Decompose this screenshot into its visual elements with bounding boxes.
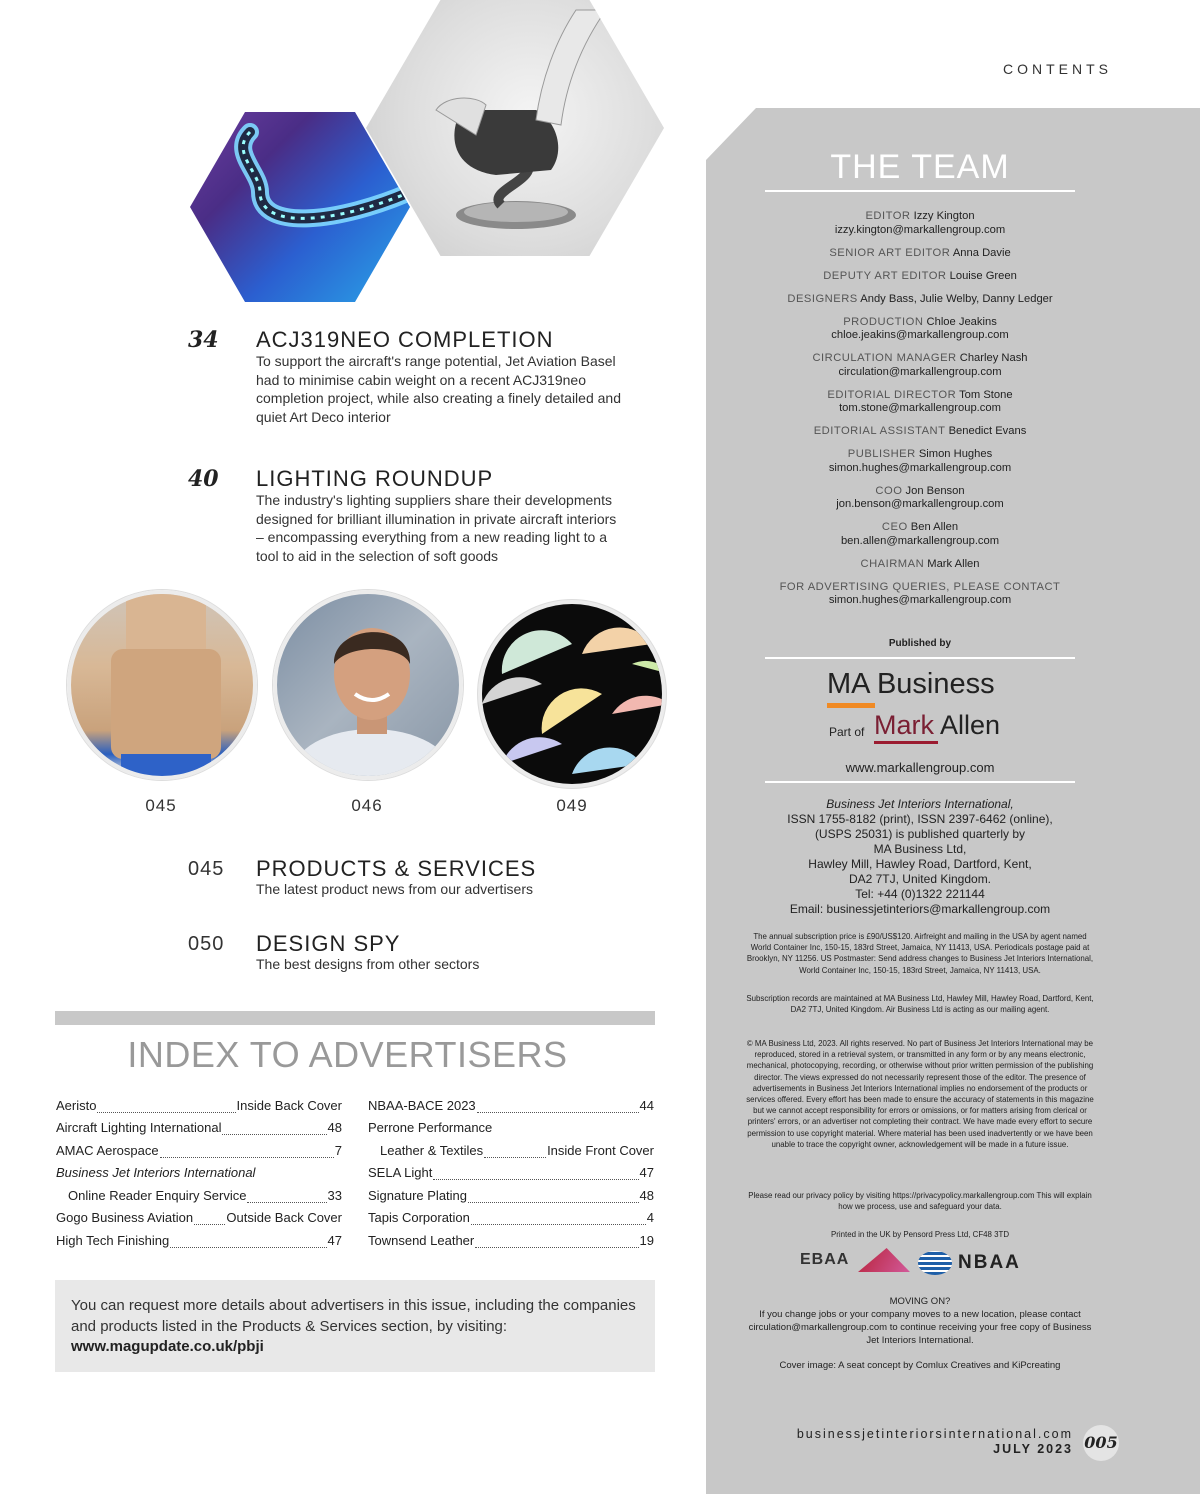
team-email[interactable]: chloe.jeakins@markallengroup.com [831,329,1009,341]
nbaa-logo: NBAA [958,1252,1021,1273]
cover-credit: Cover image: A seat concept by Comlux Creatives and KiPcreating [779,1360,1061,1371]
team-role: CEO [881,521,908,533]
team-name: Izzy Kington [913,210,975,222]
team-role: CHAIRMAN [860,557,925,570]
team-role: EDITORIAL ASSISTANT [813,425,946,437]
pubinfo-line: ISSN 1755-8182 (print), ISSN 2397-6462 (online), [787,812,1053,826]
section-label: CONTENTS [1003,61,1112,77]
advertiser-page: Inside Front Cover [547,1142,654,1158]
pubinfo-line: Email: businessjetinteriors@markallengroup.com [789,902,1051,916]
index-row[interactable] [56,1117,342,1140]
advertiser-page: 19 [639,1232,654,1248]
team-email[interactable]: izzy.kington@markallengroup.com [834,223,1006,236]
portrait-photo [273,590,463,780]
request-link[interactable]: www.magupdate.co.uk/pbji [71,1338,264,1355]
index-row[interactable] [368,1094,654,1117]
feature-description: The industry's lighting suppliers share their developments designed for brilliant illumination in private aircraft interiors – encompassing everything from a new reading light to a tool to aid in the selection of soft goods [256,492,617,564]
team-role: COO [875,484,903,497]
copyright-text: © MA Business Ltd, 2023. All rights reserved. No part of Business Jet Interiors International may be reproduced, stored in a retrieval system, or transmitted in any form or by any means electronic, mechanical, photocopying, recording, or otherwise without prior written permission of the publishing director. The views expressed do not necessarily represent those of the editor. The presence of advertisements in Business Jet Interiors International implies no endorsement of the products or services offered. Every effort has been made to ensure the accuracy of statements in this magazine but we cannot accept responsibility for errors or omissions, or for matters arising from clerical or printers' errors, or an advertiser not completing their contract. We have made every effort to secure permission to use copyright material. Where material has been used inadvertently or we have been unable to trace the copyright owner, acknowledgement will be made in a future issue. [746,1039,1094,1149]
advertiser-name: Online Reader Enquiry Service [68,1187,247,1203]
published-by: Published by [888,638,952,649]
team-email[interactable]: tom.stone@markallengroup.com [839,402,1001,414]
team-entry [765,558,1075,572]
team-name: Mark Allen [927,557,980,570]
pubinfo-line: Hawley Mill, Hawley Road, Dartford, Kent, [808,857,1032,871]
team-name: Benedict Evans [948,425,1027,437]
team-name: Andy Bass, Julie Welby, Danny Ledger [860,292,1053,305]
advertiser-page: 48 [327,1120,342,1136]
team-email[interactable]: simon.hughes@markallengroup.com [828,461,1012,474]
advertiser-page: 4 [646,1210,654,1226]
team-role: DEPUTY ART EDITOR [823,269,947,282]
advertiser-name: Gogo Business Aviation [56,1210,194,1226]
index-row[interactable] [368,1139,654,1162]
section-page-number: 050 [188,933,225,955]
advertiser-page: 47 [327,1232,342,1248]
pubinfo-line: MA Business Ltd, [873,842,967,856]
team-name: Simon Hughes [918,448,993,460]
seat-photo [67,590,257,780]
team-role: FOR ADVERTISING QUERIES, PLEASE CONTACT [779,580,1061,593]
index-column-right [368,1094,654,1252]
team-entry [765,270,1075,284]
feature-title[interactable]: LIGHTING ROUNDUP [256,466,494,491]
footer-url[interactable]: businessjetinteriorsinternational.com [796,1427,1073,1441]
advertiser-page: 48 [639,1187,654,1203]
advertiser-name: AMAC Aerospace [56,1142,159,1158]
feature-page-number: 34 [188,327,219,353]
section-title[interactable]: PRODUCTS & SERVICES [256,856,537,881]
moving-on-notice [745,1295,1095,1347]
feature-page-number: 40 [188,466,219,492]
advertiser-page: 47 [639,1165,654,1181]
team-email[interactable]: circulation@markallengroup.com [838,365,1002,378]
team-role: EDITOR [865,210,911,222]
index-row[interactable] [56,1184,342,1207]
mark-allen-underline [874,741,938,744]
subscription-text: The annual subscription price is £90/US$120. Airfreight and mailing in the USA by agent named World Container Inc, 150-15, 183rd Street, Jamaica, NY 11413, USA. Periodicals postage paid at Brooklyn, NY 11256. US Postmaster: Send address changes to Business Jet Interiors International, World Container Inc, 150-15, 183rd Street, Jamaica, NY 11413, USA. [746,932,1094,975]
team-email[interactable]: simon.hughes@markallengroup.com [828,594,1012,606]
index-row[interactable] [368,1184,654,1207]
team-role: EDITORIAL DIRECTOR [827,388,957,401]
publication-title: Business Jet Interiors International, [826,797,1014,811]
request-text: You can request more details about advertisers in this issue, including the companies and products listed in the Products & Services section, by visiting: [71,1297,636,1335]
index-row [368,1117,654,1140]
team-role: PUBLISHER [847,448,916,460]
team-role: DESIGNERS [787,292,858,305]
circle-page-label: 049 [556,796,588,815]
ebaa-logo: EBAA [800,1251,850,1268]
moving-text: If you change jobs or your company moves to a new location, please contact circulation@markallengroup.com to continue receiving your free copy of Business Jet Interiors International. [748,1309,1092,1346]
ma-business-logo: MA Business [827,668,995,700]
pubinfo-line: (USPS 25031) is published quarterly by [814,827,1026,841]
team-list [765,210,1075,617]
team-entry [765,247,1075,261]
logo-top-rule [765,657,1075,659]
team-entry [765,485,1075,512]
advertiser-page: Outside Back Cover [226,1210,342,1226]
advertiser-name: Perrone Performance [368,1120,493,1136]
index-row[interactable] [56,1094,342,1117]
index-divider-bar [55,1011,655,1025]
mark-allen-logo: Mark Allen [874,710,1001,740]
team-email[interactable]: jon.benson@markallengroup.com [836,498,1004,510]
textile-pattern-photo [478,600,666,788]
index-row[interactable] [56,1207,342,1230]
advertiser-name: SELA Light [368,1165,433,1181]
advertiser-name: Tapis Corporation [368,1210,470,1226]
team-entry [765,448,1075,475]
section-page-number: 045 [188,858,225,880]
index-row[interactable] [368,1162,654,1185]
publication-info [745,797,1095,917]
issue-date: JULY 2023 [993,1442,1073,1456]
seat-concept-image [366,0,664,256]
advertiser-name: Townsend Leather [368,1232,475,1248]
team-entry [765,581,1075,608]
team-entry [765,352,1075,379]
circle-page-label: 045 [145,796,177,815]
pubinfo-line: Tel: +44 (0)1322 221144 [855,887,985,901]
circle-page-label: 046 [351,796,383,815]
index-row[interactable] [368,1207,654,1230]
advertiser-name: High Tech Finishing [56,1232,170,1248]
team-title: THE TEAM [830,148,1010,186]
team-entry [765,425,1075,439]
feature-title[interactable]: ACJ319NEO COMPLETION [256,327,554,352]
team-name: Chloe Jeakins [926,315,997,328]
moving-title: MOVING ON? [889,1296,951,1307]
team-role: SENIOR ART EDITOR [829,246,951,259]
index-column-left [56,1094,342,1252]
nbaa-globe-icon [918,1251,952,1275]
page-number: 005 [1084,1433,1118,1452]
team-role: CIRCULATION MANAGER [812,352,957,364]
feature-description: To support the aircraft's range potential, Jet Aviation Basel had to minimise cabin weight on a recent ACJ319neo completion project, while also creating a finely detailed and quiet Art Deco interior [256,353,621,425]
team-name: Tom Stone [959,388,1013,401]
index-row [56,1162,342,1185]
team-role: PRODUCTION [843,315,924,328]
team-title-rule [765,190,1075,192]
advertiser-name: Signature Plating [368,1187,468,1203]
privacy-text: Please read our privacy policy by visiting https://privacypolicy.markallengroup.com This will explain how we process, use and safeguard your data. [748,1191,1092,1212]
team-name: Louise Green [949,269,1017,282]
index-heading: INDEX TO ADVERTISERS [127,1034,568,1075]
advertiser-name: Leather & Textiles [380,1142,484,1158]
printer-text: Printed in the UK by Pensord Press Ltd, CF48 3TD [830,1230,1010,1239]
advertiser-page: 44 [639,1097,654,1113]
pubinfo-line: DA2 7TJ, United Kingdom. [848,872,992,886]
team-entry [765,210,1075,237]
team-name: Ben Allen [910,521,959,533]
team-entry [765,389,1075,416]
advertiser-name: Aeristo [56,1097,97,1113]
ma-business-underline [827,703,875,708]
section-description: The latest product news from our advertisers [256,881,534,897]
request-info-box [55,1280,655,1372]
section-title[interactable]: DESIGN SPY [256,931,401,956]
advertiser-page: 7 [334,1142,342,1158]
team-name: Charley Nash [959,352,1028,364]
section-description: The best designs from other sectors [256,956,480,972]
advertiser-name: Aircraft Lighting International [56,1120,222,1136]
website-link[interactable]: www.markallengroup.com [845,760,995,775]
index-row[interactable] [56,1139,342,1162]
advertiser-page: 33 [327,1187,342,1203]
team-entry [765,521,1075,548]
team-name: Jon Benson [905,484,965,497]
team-entry [765,316,1075,343]
records-text: Subscription records are maintained at MA Business Ltd, Hawley Mill, Hawley Road, Dartford, Kent, DA2 7TJ, United Kingdom. Air Business Ltd is acting as our mailing agent. [746,994,1094,1015]
part-of-label: Part of [829,725,865,739]
team-name: Anna Davie [952,246,1011,259]
advertiser-name: Business Jet Interiors International [56,1165,256,1181]
logo-bottom-rule [765,781,1075,783]
advertiser-name: NBAA-BACE 2023 [368,1097,476,1113]
advertiser-page: Inside Back Cover [236,1097,342,1113]
index-row[interactable] [368,1229,654,1252]
team-entry [765,293,1075,307]
index-row[interactable] [56,1229,342,1252]
team-email[interactable]: ben.allen@markallengroup.com [840,534,1000,547]
